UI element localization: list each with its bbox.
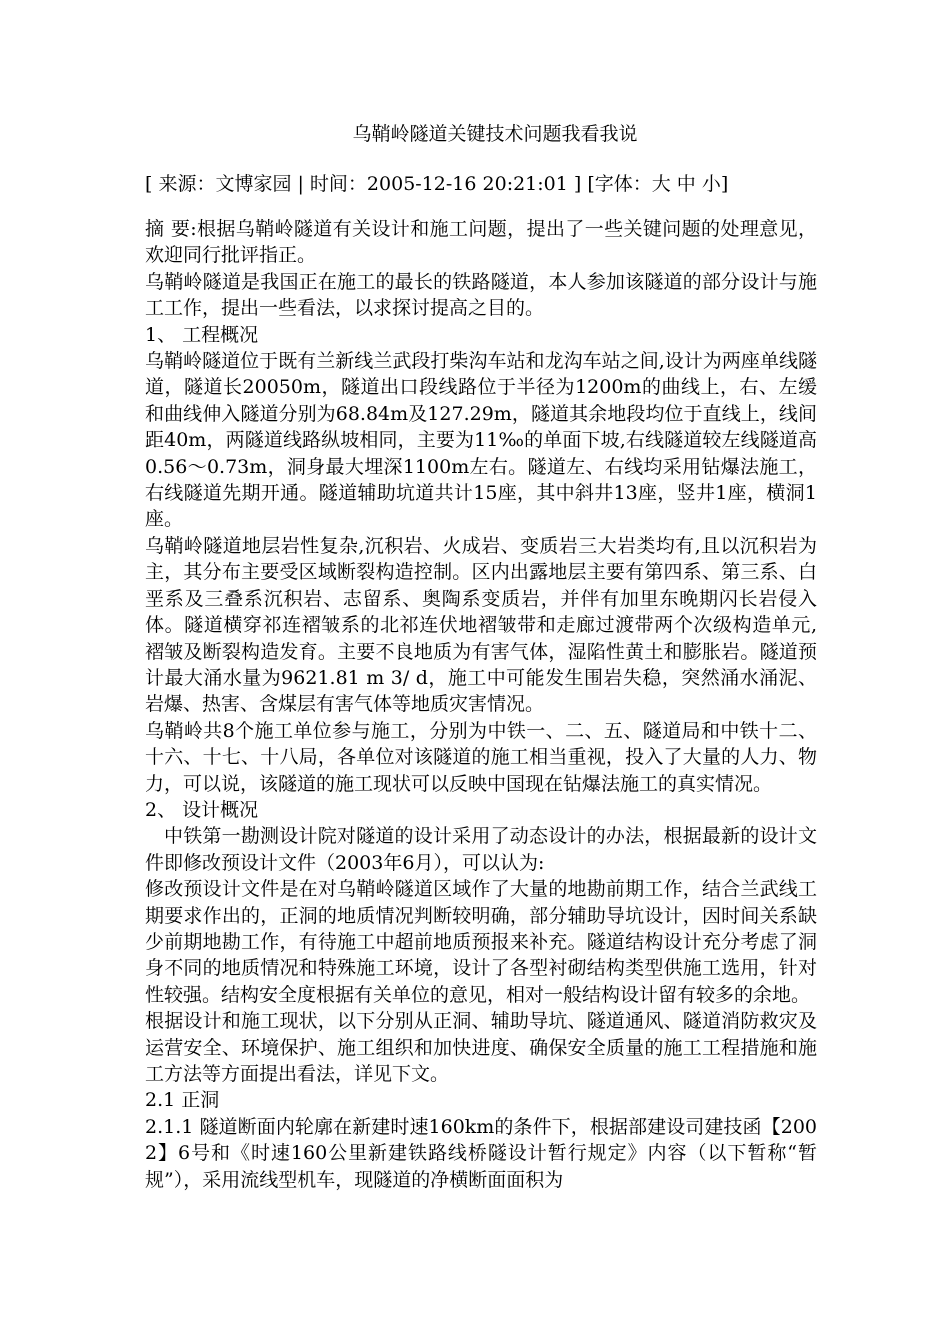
document-page bbox=[145, 120, 817, 1193]
intro-paragraph: 乌鞘岭隧道是我国正在施工的最长的铁路隧道，本人参加该隧道的部分设计与施工工作，提出一些看法，以求探讨提高之目的。 bbox=[145, 270, 817, 320]
body-paragraph: 乌鞘岭隧道位于既有兰新线兰武段打柴沟车站和龙沟车站之间,设计为两座单线隧道，隧道长20050m，隧道出口段线路位于半径为1200m的曲线上，右、左缓和曲线伸入隧道分别为68.84m及127.29m，隧道其余地段均位于直线上，线间距40m，两隧道线路纵坡相同，主要为11‰的单面下坡,右线隧道较左线隧道高0.56～0.73m，洞身最大埋深1100m左右。隧道左、右线均采用钻爆法施工，右线隧道先期开通。隧道辅助坑道共计15座，其中斜井13座，竖井1座，横洞1座。 bbox=[145, 350, 817, 531]
abstract-paragraph: 摘 要:根据乌鞘岭隧道有关设计和施工问题，提出了一些关键问题的处理意见，欢迎同行批评指正。 bbox=[145, 218, 817, 267]
body-paragraph: 乌鞘岭共8个施工单位参与施工，分别为中铁一、二、五、隧道局和中铁十二、十六、十七、十八局，各单位对该隧道的施工相当重视，投入了大量的人力、物力，可以说，该隧道的施工现状可以反映中国现在钻爆法施工的真实情况。 bbox=[145, 719, 817, 795]
body-paragraph: 根据设计和施工现状，以下分别从正洞、辅助导坑、隧道通风、隧道消防救灾及运营安全、环境保护、施工组织和加快进度、确保安全质量的施工工程措施和施工方法等方面提出看法，详见下文。 bbox=[145, 1010, 817, 1085]
body-paragraph: 乌鞘岭隧道地层岩性复杂,沉积岩、火成岩、变质岩三大岩类均有,且以沉积岩为主，其分布主要受区域断裂构造控制。区内出露地层主要有第四系、第三系、白垩系及三叠系沉积岩、志留系、奥陶系变质岩，并伴有加里东晚期闪长岩侵入体。隧道横穿祁连褶皱系的北祁连伏地褶皱带和走廊过渡带两个次级构造单元, 褶皱及断裂构造发育。主要不良地质为有害气体，湿陷性黄土和膨胀岩。隧道预计最大涌水量为9621.81 m 3/ d，施工中可能发生围岩失稳，突然涌水涌泥、岩爆、热害、含煤层有害气体等地质灾害情况。 bbox=[145, 534, 817, 716]
section-heading-2: 2、 设计概况 bbox=[145, 798, 259, 821]
subsection-heading-2-1: 2.1 正洞 bbox=[145, 1089, 220, 1112]
section-heading-1: 1、 工程概况 bbox=[145, 323, 259, 346]
body-paragraph: 中铁第一勘测设计院对隧道的设计采用了动态设计的办法，根据最新的设计文件即修改预设计文件（2003年6月），可以认为: bbox=[145, 825, 817, 874]
body-paragraph: 2.1.1 隧道断面内轮廓在新建时速160km的条件下，根据部建设司建技函【2002】6号和《时速160公里新建铁路线桥隧设计暂行规定》内容（以下暂称“暂规”），采用流线型机车，现隧道的净横断面面积为 bbox=[145, 1115, 817, 1191]
document-title: 乌鞘岭隧道关键技术问题我看我说 bbox=[352, 123, 638, 145]
document-meta: [ 来源：文博家园 | 时间：2005-12-16 20:21:01 ] [字体：大 中 小] bbox=[145, 173, 729, 195]
body-paragraph: 修改预设计文件是在对乌鞘岭隧道区域作了大量的地勘前期工作，结合兰武线工期要求作出的，正洞的地质情况判断较明确，部分辅助导坑设计，因时间关系缺少前期地勘工作，有待施工中超前地质预报来补充。隧道结构设计充分考虑了洞身不同的地质情况和特殊施工环境，设计了各型衬砌结构类型供施工选用，针对性较强。结构安全度根据有关单位的意见，相对一般结构设计留有较多的余地。 bbox=[145, 878, 817, 1006]
